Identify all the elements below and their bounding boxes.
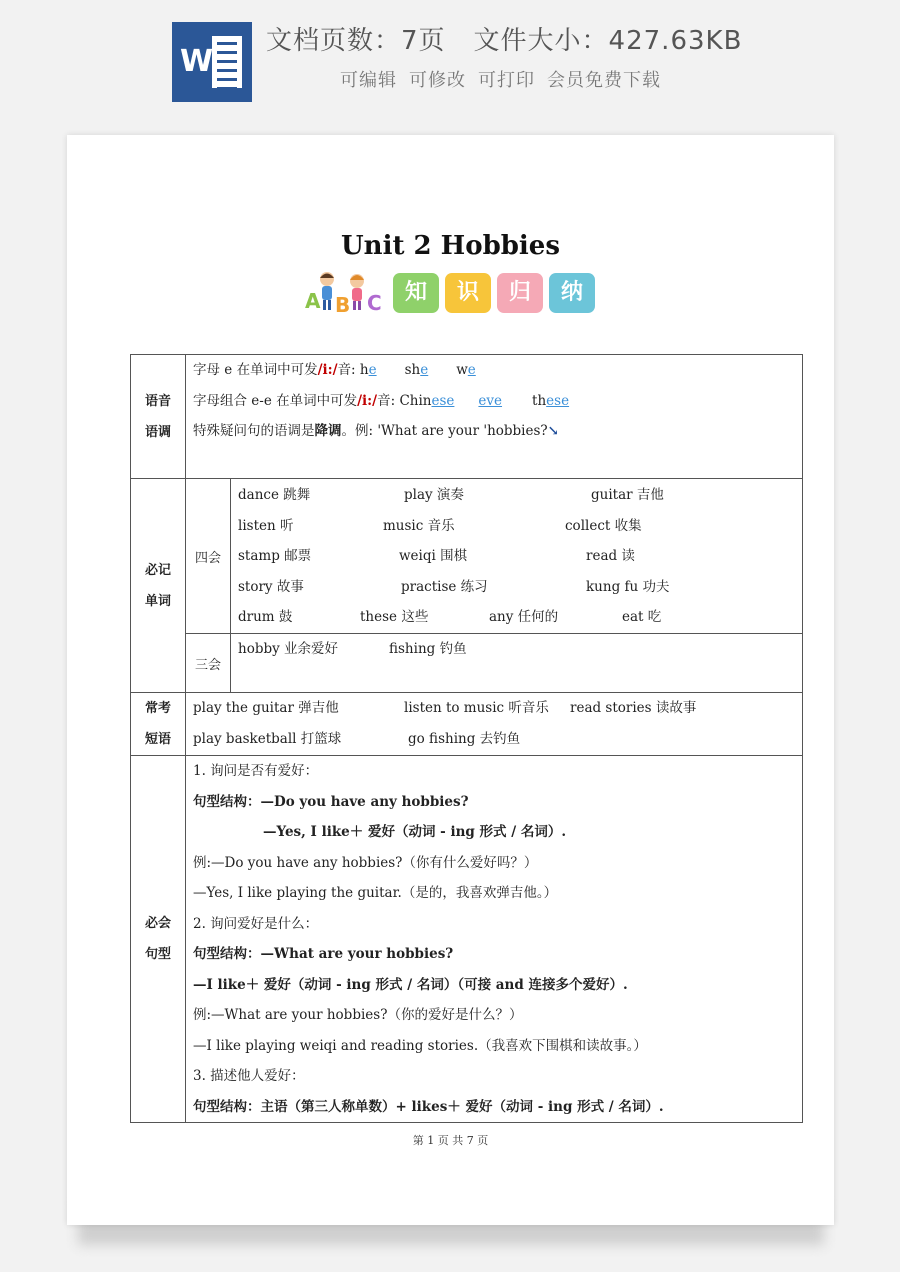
file-info-title — [266, 20, 742, 57]
feature-printable: 可打印 — [478, 70, 535, 91]
phonetics-line-2: 字母组合 e-e 在单词中可发/i:/音: Chinese eve these — [193, 392, 570, 409]
phonetics-line-1: 字母 e 在单词中可发/i:/音: he she we — [193, 362, 476, 378]
feature-member-download: 会员免费下载 — [547, 70, 661, 91]
category-phrases: 常考 短语 — [131, 693, 186, 756]
vocab-row: hobby 业余爱好 fishing 钓鱼 — [238, 641, 467, 657]
phonetics-line-3: 特殊疑问句的语调是降调。例: 'What are your 'hobbies?↘ — [193, 423, 559, 439]
sentence-line: —I like playing weiqi and reading stories.（我喜欢下围棋和读故事。） — [193, 1037, 647, 1054]
sentence-line: 句型结构：—What are your hobbies? — [193, 946, 454, 962]
row-phonetics — [131, 355, 803, 479]
vocab-row: stamp 邮票 weiqi 围棋 read 读 — [238, 548, 635, 564]
vocab-row: listen 听 music 音乐 collect 收集 — [238, 517, 642, 534]
children-abc-illustration: A B C — [303, 269, 389, 317]
vocab-row: dance 跳舞 play 演奏 guitar 吉他 — [238, 487, 664, 503]
feature-editable: 可编辑 — [340, 70, 397, 91]
category-phonetics: 语音 语调 — [131, 355, 186, 479]
document-title: Unit 2 Hobbies — [341, 231, 560, 261]
row-vocabulary — [131, 479, 803, 693]
phrase-row: play basketball 打篮球 go fishing 去钓鱼 — [193, 730, 521, 747]
file-features — [340, 66, 661, 92]
file-size: 文件大小：427.63KB — [473, 26, 743, 56]
category-vocabulary: 必记 单词 — [131, 479, 186, 693]
vocab-row: drum 鼓 these 这些 any 任何的 eat 吃 — [238, 609, 662, 625]
page-count: 文档页数：7页 — [266, 26, 446, 56]
knowledge-summary-banner — [303, 269, 603, 319]
document-page — [67, 135, 834, 1225]
sentence-line: 例:—Do you have any hobbies?（你有什么爱好吗？） — [193, 854, 538, 871]
tile-shi: 识 — [445, 273, 491, 313]
download-banner — [0, 0, 900, 120]
sentence-line: —I like＋ 爱好（动词 - ing 形式 / 名词）（可接 and 连接多个爱好）. — [193, 976, 628, 993]
sentence-line: 2. 询问爱好是什么： — [193, 915, 319, 932]
word-document-icon: W — [172, 22, 252, 102]
sentence-line: —Yes, I like playing the guitar.（是的，我喜欢弹吉他。） — [193, 885, 558, 901]
sentence-line: 3. 描述他人爱好： — [193, 1068, 305, 1084]
sentence-line: 1. 询问是否有爱好： — [193, 763, 319, 779]
feature-modifiable: 可修改 — [409, 70, 466, 91]
sentence-line: 句型结构：主语（第三人称单数）+ likes＋ 爱好（动词 - ing 形式 / 名词）. — [193, 1098, 664, 1115]
tile-na: 纳 — [549, 273, 595, 313]
phrase-row: play the guitar 弹吉他 listen to music 听音乐 read stories 读故事 — [193, 700, 697, 716]
sentence-line: —Yes, I like＋ 爱好（动词 - ing 形式 / 名词）. — [263, 824, 567, 840]
label-three-skills: 三会 — [186, 634, 231, 693]
falling-intonation-arrow-icon: ↘ — [547, 423, 559, 439]
vocab-row: story 故事 practise 练习 kung fu 功夫 — [238, 578, 670, 595]
knowledge-table — [130, 354, 803, 1123]
sentence-line: 句型结构：—Do you have any hobbies? — [193, 793, 469, 810]
row-sentences — [131, 756, 803, 1123]
page-footer: 第 1 页 共 7 页 — [412, 1134, 489, 1147]
category-sentences: 必会 句型 — [131, 756, 186, 1123]
row-phrases — [131, 693, 803, 756]
tile-gui: 归 — [497, 273, 543, 313]
label-four-skills: 四会 — [194, 550, 221, 566]
sentence-line: 例:—What are your hobbies?（你的爱好是什么？） — [193, 1007, 523, 1023]
tile-zhi: 知 — [393, 273, 439, 313]
